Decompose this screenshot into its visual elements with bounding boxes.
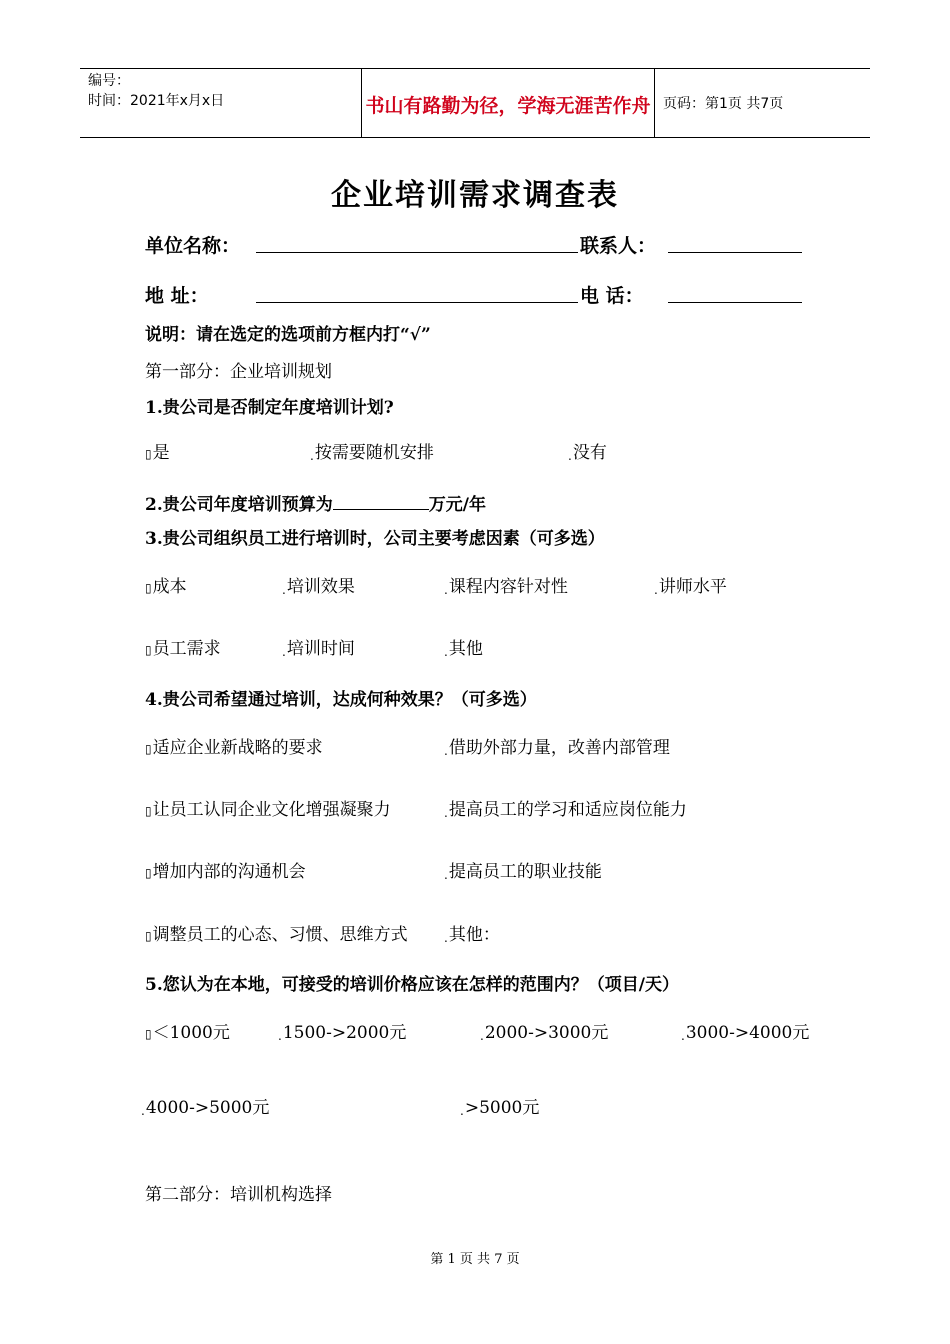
dot-marker-icon[interactable]: . [444,645,448,659]
dot-marker-icon[interactable]: . [444,744,448,758]
q3-option[interactable]: .其他 [444,639,483,659]
q1-option[interactable]: ▯是 [145,443,170,463]
q1-option[interactable]: .按需要随机安排 [310,443,434,463]
q5-option[interactable]: .>5000元 [460,1098,540,1118]
document-header [80,68,870,138]
checkbox-icon[interactable]: ▯ [145,446,152,461]
phone-field[interactable] [668,302,802,303]
dot-marker-icon[interactable]: . [141,1104,145,1118]
doc-number-label: 编号： [88,73,130,89]
dot-marker-icon[interactable]: . [654,583,658,597]
page-footer: 第 1 页 共 7 页 [430,1252,520,1267]
budget-blank[interactable] [333,493,429,510]
q1-option[interactable]: .没有 [568,443,607,463]
q3-option[interactable]: ▯成本 [145,577,187,597]
q3-option[interactable]: .培训时间 [282,639,355,659]
header-motto: 书山有路勤为径，学海无涯苦作舟 [365,95,651,117]
header-left-cell [88,71,224,111]
question-4: 4.贵公司希望通过培训，达成何种效果？（可多选） [145,690,537,710]
q4-option[interactable]: ▯调整员工的心态、习惯、思维方式 [145,925,408,945]
dot-marker-icon[interactable]: . [444,583,448,597]
dot-marker-icon[interactable]: . [278,1029,282,1043]
q3-option[interactable]: .讲师水平 [654,577,727,597]
q5-option[interactable]: .3000->4000元 [681,1023,810,1043]
q3-option[interactable]: .培训效果 [282,577,355,597]
address-field[interactable] [256,302,578,303]
q5-option[interactable]: .1500->2000元 [278,1023,407,1043]
checkbox-icon[interactable]: ▯ [145,803,152,818]
checkbox-icon[interactable]: ▯ [145,928,152,943]
dot-marker-icon[interactable]: . [568,449,572,463]
part1-title: 第一部分：企业培训规划 [145,362,332,382]
dot-marker-icon[interactable]: . [444,868,448,882]
q4-option[interactable]: ▯让员工认同企业文化增强凝聚力 [145,800,391,820]
contact-field[interactable] [668,252,802,253]
page-title: 企业培训需求调查表 [331,178,619,213]
checkbox-icon[interactable]: ▯ [145,580,152,595]
q4-option[interactable]: .借助外部力量，改善内部管理 [444,738,670,758]
dot-marker-icon[interactable]: . [444,931,448,945]
q4-option[interactable]: .其他： [444,925,500,945]
instruction-text: 说明：请在选定的选项前方框内打“√” [145,325,431,345]
header-page-info: 页码：第1页 共7页 [663,96,784,112]
question-5: 5.您认为在本地，可接受的培训价格应该在怎样的范围内？（项目/天） [145,975,679,995]
dot-marker-icon[interactable]: . [282,645,286,659]
unit-name-label: 单位名称： [145,235,241,257]
dot-marker-icon[interactable]: . [480,1029,484,1043]
dot-marker-icon[interactable]: . [460,1104,464,1118]
question-2: 2.贵公司年度培训预算为 万元/年 [145,495,486,515]
doc-time-label: 时间：2021年x月x日 [88,93,225,109]
dot-marker-icon[interactable]: . [310,449,314,463]
checkbox-icon[interactable]: ▯ [145,642,152,657]
q3-option[interactable]: ▯员工需求 [145,639,221,659]
address-label: 地 址： [145,285,209,307]
unit-name-field[interactable] [256,252,578,253]
phone-label: 电 话： [580,285,644,307]
q5-option[interactable]: .4000->5000元 [141,1098,270,1118]
part2-title: 第二部分：培训机构选择 [145,1185,332,1205]
dot-marker-icon[interactable]: . [282,583,286,597]
dot-marker-icon[interactable]: . [681,1029,685,1043]
q3-option[interactable]: .课程内容针对性 [444,577,568,597]
dot-marker-icon[interactable]: . [444,806,448,820]
checkbox-icon[interactable]: ▯ [145,1026,152,1041]
question-1: 1.贵公司是否制定年度培训计划? [145,398,394,418]
q5-option[interactable]: .2000->3000元 [480,1023,609,1043]
q5-option[interactable]: ▯＜1000元 [145,1023,230,1043]
question-3: 3.贵公司组织员工进行培训时，公司主要考虑因素（可多选） [145,529,605,549]
q4-option[interactable]: ▯适应企业新战略的要求 [145,738,323,758]
q4-option[interactable]: .提高员工的职业技能 [444,862,602,882]
q4-option[interactable]: .提高员工的学习和适应岗位能力 [444,800,687,820]
q4-option[interactable]: ▯增加内部的沟通机会 [145,862,306,882]
contact-label: 联系人： [580,235,657,257]
header-divider [654,69,655,137]
checkbox-icon[interactable]: ▯ [145,741,152,756]
checkbox-icon[interactable]: ▯ [145,865,152,880]
